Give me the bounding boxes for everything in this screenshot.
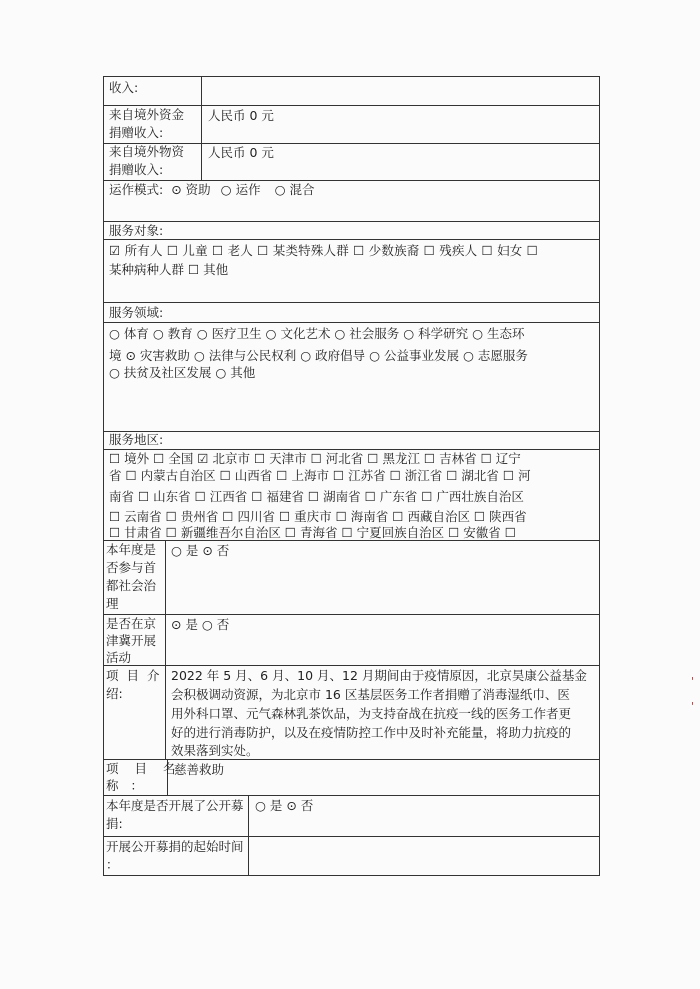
column-divider — [201, 76, 202, 180]
row-divider — [103, 76, 599, 77]
capital-governance-label: 否参与首 — [106, 560, 157, 575]
project-intro-text: 2022 年 5 月、6 月、10 月、12 月期间由于疫情原因，北京昊康公益基金 — [171, 668, 587, 683]
scan-mark: ' — [691, 700, 695, 713]
operation-mode-label: 运作模式: — [109, 182, 164, 197]
service-area-label: 服务地区: — [109, 432, 164, 447]
service-target-options[interactable]: ☑ 所有人 ☐ 儿童 ☐ 老人 ☐ 某类特殊人群 ☐ 少数族裔 ☐ 残疾人 ☐ 妇女 ☐ — [109, 243, 539, 258]
project-name-label: 项 目 名 — [106, 761, 182, 776]
capital-governance-label: 理 — [106, 596, 119, 611]
public-fundraising-label: 捐: — [106, 816, 123, 831]
row-divider — [103, 239, 599, 240]
service-field-options[interactable]: 境 ⊙ 灾害救助 ○ 法律与公民权利 ○ 政府倡导 ○ 公益事业发展 ○ 志愿服务 — [109, 348, 528, 363]
service-field-options[interactable]: ○ 扶贫及社区发展 ○ 其他 — [109, 365, 256, 380]
row-divider — [103, 322, 599, 323]
service-field-label: 服务领域: — [109, 305, 164, 320]
radio-mark: ○ — [274, 182, 286, 197]
row-divider — [103, 221, 599, 222]
public-fundraising-radio[interactable]: ○ 是 ⊙ 否 — [255, 798, 314, 813]
jingjinji-label: 活动 — [106, 650, 132, 665]
fundraising-start-label: 开展公开募捐的起始时间 — [106, 839, 244, 854]
radio-mixed[interactable] — [275, 182, 315, 197]
project-intro-text: 效果落到实处。 — [171, 743, 259, 758]
foreign-goods-value: 人民币 0 元 — [208, 145, 274, 160]
jingjinji-radio[interactable]: ⊙ 是 ○ 否 — [171, 617, 230, 632]
radio-operation[interactable] — [221, 182, 261, 197]
project-intro-text: 会积极调动资源，为北京市 16 区基层医务工作者捐赠了消毒湿纸巾、医 — [171, 687, 570, 702]
row-divider — [103, 836, 599, 837]
row-divider — [103, 875, 599, 876]
table-border-right — [599, 76, 600, 876]
foreign-goods-label: 来自境外物资 — [109, 144, 185, 159]
row-divider — [103, 665, 599, 666]
income-label: 收入: — [109, 80, 139, 95]
form-table — [103, 76, 589, 876]
jingjinji-label: 津冀开展 — [106, 633, 157, 648]
radio-label: 资助 — [185, 182, 211, 197]
row-divider — [103, 302, 599, 303]
service-area-options[interactable]: ☐ 云南省 ☐ 贵州省 ☐ 四川省 ☐ 重庆市 ☐ 海南省 ☐ 西藏自治区 ☐ 陕西省 — [109, 509, 527, 524]
service-target-options[interactable]: 某种病种人群 ☐ 其他 — [109, 262, 229, 277]
table-border-left — [103, 76, 104, 876]
jingjinji-label: 是否在京 — [106, 616, 157, 631]
public-fundraising-label: 本年度是否开展了公开募 — [106, 798, 244, 813]
radio-label: 运作 — [235, 182, 261, 197]
service-area-options[interactable]: ☐ 境外 ☐ 全国 ☑ 北京市 ☐ 天津市 ☐ 河北省 ☐ 黑龙江 ☐ 吉林省 ☐ 辽宁 — [109, 451, 521, 466]
row-divider — [103, 431, 599, 432]
project-intro-text: 好的进行消毒防护，以及在疫情防控工作中及时补充能量，将助力抗疫的 — [171, 725, 572, 740]
project-name-label: 称 ： — [106, 778, 147, 793]
capital-governance-radio[interactable]: ○ 是 ⊙ 否 — [171, 543, 230, 558]
radio-funding[interactable] — [171, 182, 210, 197]
operation-mode-row — [109, 181, 315, 199]
project-intro-text: 用外科口罩、元气森林乳茶饮品，为支持奋战在抗疫一线的医务工作者更 — [171, 706, 572, 721]
project-intro-label: 绍: — [106, 686, 123, 701]
foreign-goods-label: 捐赠收入: — [109, 162, 164, 177]
service-field-options[interactable]: ○ 体育 ○ 教育 ○ 医疗卫生 ○ 文化艺术 ○ 社会服务 ○ 科学研究 ○ 生态环 — [109, 326, 525, 341]
column-divider — [165, 540, 166, 759]
scan-mark: ' — [691, 675, 695, 688]
capital-governance-label: 本年度是 — [106, 542, 157, 557]
foreign-fund-label: 来自境外资金 — [109, 107, 185, 122]
service-area-options[interactable]: 南省 ☐ 山东省 ☐ 江西省 ☐ 福建省 ☐ 湖南省 ☐ 广东省 ☐ 广西壮族自治区 — [109, 489, 524, 504]
project-intro-label: 项 目 介 — [106, 668, 162, 683]
foreign-fund-label: 捐赠收入: — [109, 125, 164, 140]
capital-governance-label: 都社会治 — [106, 578, 157, 593]
service-area-options[interactable]: ☐ 甘肃省 ☐ 新疆维吾尔自治区 ☐ 青海省 ☐ 宁夏回族自治区 ☐ 安徽省 ☐ — [109, 525, 516, 540]
row-divider — [103, 614, 599, 615]
foreign-fund-value: 人民币 0 元 — [208, 108, 274, 123]
project-name-value: 慈善救助 — [174, 762, 225, 777]
column-divider — [248, 795, 249, 876]
service-area-options[interactable]: 省 ☐ 内蒙古自治区 ☐ 山西省 ☐ 上海市 ☐ 江苏省 ☐ 浙江省 ☐ 湖北省 ☐ 河 — [109, 468, 531, 483]
row-divider — [103, 795, 599, 796]
radio-mark: ⊙ — [171, 182, 182, 197]
radio-mark: ○ — [220, 182, 232, 197]
radio-label: 混合 — [289, 182, 315, 197]
fundraising-start-label: ： — [106, 857, 119, 872]
service-target-label: 服务对象: — [109, 223, 164, 238]
